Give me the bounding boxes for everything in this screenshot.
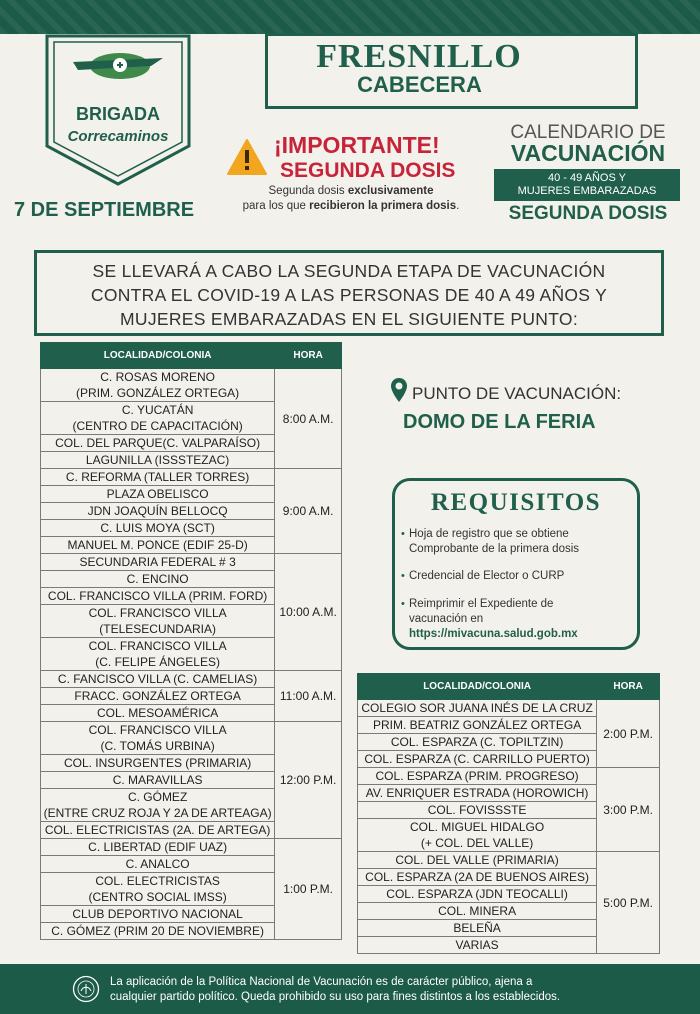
location-text: COL. MIGUEL HIDALGO [409, 820, 545, 834]
location-cell [41, 452, 275, 469]
location-text: COL. ESPARZA (C. TOPILTZIN) [390, 735, 564, 749]
location-cell [41, 554, 275, 571]
table-row [41, 369, 342, 402]
location-text: VARIAS [455, 938, 499, 952]
brigada-logo [43, 28, 199, 194]
requirement-text: Comprobante de la primera dosis [409, 543, 580, 555]
title-box [265, 33, 638, 109]
location-text: COL. FRANCISCO VILLA [88, 606, 227, 620]
location-cell [358, 751, 597, 768]
calendar-line1: CALENDARIO DE [510, 122, 666, 143]
location-text: C. GÓMEZ [127, 790, 188, 804]
calendar-line3: SEGUNDA DOSIS [508, 203, 668, 224]
location-cell [358, 903, 597, 920]
page-title: FRESNILLO [316, 38, 522, 75]
location-cell [358, 869, 597, 886]
table-row [41, 839, 342, 856]
location-text: (CENTRO SOCIAL IMSS) [88, 890, 227, 904]
location-text: COL. DEL VALLE (PRIMARIA) [395, 853, 559, 867]
age-badge [494, 169, 680, 201]
location-text: C. MARAVILLAS [112, 773, 203, 787]
location-cell [358, 802, 597, 819]
location-cell [41, 369, 275, 402]
location-text: COL. ESPARZA (2A DE BUENOS AIRES) [365, 870, 590, 884]
location-text: C. REFORMA (TALLER TORRES) [65, 470, 250, 484]
location-cell [358, 700, 597, 717]
location-cell [41, 435, 275, 452]
government-seal-icon [72, 975, 100, 1003]
location-text: (C. FELIPE ÁNGELES) [95, 655, 220, 669]
bullet-icon: • [401, 570, 405, 582]
bullet-icon: • [401, 528, 405, 540]
time-cell: 10:00 A.M. [275, 554, 342, 671]
requirement-item [401, 569, 565, 584]
table-row [41, 469, 342, 486]
location-cell [41, 722, 275, 755]
location-text: CLUB DEPORTIVO NACIONAL [72, 907, 243, 921]
note-emphasis: exclusivamente [347, 185, 434, 197]
requirements-box [392, 478, 640, 650]
event-date: 7 DE SEPTIEMBRE [14, 199, 195, 221]
location-text: FRACC. GONZÁLEZ ORTEGA [74, 689, 241, 703]
location-cell [358, 717, 597, 734]
location-cell [41, 789, 275, 822]
location-text: COLEGIO SOR JUANA INÉS DE LA CRUZ [361, 701, 593, 715]
location-text: (+ COL. DEL VALLE) [420, 836, 534, 850]
requirement-text: Hoja de registro que se obtiene [409, 528, 569, 540]
requirement-text: Credencial de Elector o CURP [409, 570, 565, 582]
location-cell [41, 839, 275, 856]
footer-bar [0, 964, 700, 1014]
table-row [358, 768, 660, 785]
location-text: C. YUCATÁN [121, 403, 194, 417]
footer-line: cualquier partido político. Queda prohibido su uso para fines distintos a los establecidos. [110, 991, 561, 1003]
location-cell [41, 755, 275, 772]
logo-title: BRIGADA [76, 104, 160, 124]
location-text: C. ANALCO [125, 857, 190, 871]
location-text: PLAZA OBELISCO [106, 487, 209, 501]
requirement-text: Reimprimir el Expediente de [409, 598, 554, 610]
location-text: SECUNDARIA FEDERAL # 3 [79, 555, 236, 569]
time-cell: 1:00 P.M. [275, 839, 342, 940]
requirement-text: vacunación en [409, 613, 484, 625]
location-text: COL. ESPARZA (JDN TEOCALLI) [386, 887, 568, 901]
location-text: C. LUIS MOYA (SCT) [100, 521, 215, 535]
badge-line: MUJERES EMBARAZADAS [517, 185, 657, 197]
time-cell: 3:00 P.M. [597, 768, 660, 852]
location-cell [41, 486, 275, 503]
location-text: PRIM. BEATRIZ GONZÁLEZ ORTEGA [372, 718, 582, 732]
location-pin-icon [390, 377, 408, 403]
calendar-line2: VACUNACIÓN [510, 140, 666, 166]
location-cell [358, 920, 597, 937]
calendar-block [488, 122, 688, 225]
bullet-icon: • [401, 598, 405, 610]
location-text: LAGUNILLA (ISSSTEZAC) [85, 453, 230, 467]
location-cell [41, 856, 275, 873]
location-text: COL. ESPARZA (C. CARRILLO PUERTO) [364, 752, 590, 766]
location-cell [41, 605, 275, 638]
table-row [41, 671, 342, 688]
location-text: (CENTRO DE CAPACITACIÓN) [72, 419, 243, 433]
location-text: COL. MINERA [438, 904, 517, 918]
requirement-item [401, 527, 580, 557]
time-cell: 5:00 P.M. [597, 852, 660, 954]
location-cell [41, 503, 275, 520]
footer-line: La aplicación de la Política Nacional de Vacunación es de carácter público, ajena a [110, 976, 533, 988]
table-row [41, 722, 342, 755]
location-cell [41, 873, 275, 906]
column-header-hora: HORA [275, 343, 342, 369]
location-text: COL. ELECTRICISTAS (2A. DE ARTEGA) [44, 823, 271, 837]
location-text: COL. ELECTRICISTAS [95, 874, 220, 888]
location-cell [41, 906, 275, 923]
important-subhead: SEGUNDA DOSIS [280, 159, 456, 182]
location-text: C. ENCINO [126, 572, 189, 586]
logo-subtitle: Correcaminos [67, 128, 169, 145]
table-row [358, 852, 660, 869]
location-cell [41, 520, 275, 537]
location-cell [41, 469, 275, 486]
column-header-localidad: LOCALIDAD/COLONIA [358, 674, 597, 700]
schedule-table-2 [357, 673, 660, 954]
location-text: BELEÑA [453, 921, 501, 935]
time-cell: 11:00 A.M. [275, 671, 342, 722]
location-cell [41, 688, 275, 705]
location-cell [358, 785, 597, 802]
location-cell [41, 705, 275, 722]
time-cell: 8:00 A.M. [275, 369, 342, 469]
location-text: (C. TOMÁS URBINA) [100, 739, 215, 753]
note-text: Segunda dosis [268, 185, 348, 197]
location-text: AV. ENRIQUER ESTRADA (HOROWICH) [365, 786, 589, 800]
column-header-hora: HORA [597, 674, 660, 700]
location-text: COL. INSURGENTES (PRIMARIA) [63, 756, 252, 770]
location-cell [41, 402, 275, 435]
location-text: C. GÓMEZ (PRIM 20 DE NOVIEMBRE) [51, 924, 264, 938]
location-cell [41, 923, 275, 940]
location-text: COL. ESPARZA (PRIM. PROGRESO) [375, 769, 579, 783]
column-header-localidad: LOCALIDAD/COLONIA [41, 343, 275, 369]
location-text: C. LIBERTAD (EDIF UAZ) [88, 840, 228, 854]
description-line: SE LLEVARÁ A CABO LA SEGUNDA ETAPA DE VACUNACIÓN [92, 261, 606, 281]
table-row [41, 554, 342, 571]
location-text: COL. FRANCISCO VILLA [88, 723, 227, 737]
location-cell [358, 852, 597, 869]
location-text: COL. FRANCISCO VILLA (PRIM. FORD) [47, 589, 268, 603]
location-cell [41, 671, 275, 688]
location-cell [41, 638, 275, 671]
schedule-table-1 [40, 342, 342, 940]
table-row [358, 700, 660, 717]
location-text: MANUEL M. PONCE (EDIF 25-D) [67, 538, 248, 552]
location-cell [358, 768, 597, 785]
location-text: COL. FOVISSSTE [427, 803, 527, 817]
vaccination-point-place: DOMO DE LA FERIA [403, 411, 596, 433]
description-box [34, 250, 664, 336]
important-headline: ¡IMPORTANTE! [274, 132, 440, 158]
location-text: COL. FRANCISCO VILLA [88, 639, 227, 653]
location-cell [41, 588, 275, 605]
location-text: C. ROSAS MORENO [100, 370, 215, 384]
location-text: COL. MESOAMÉRICA [96, 706, 219, 720]
time-cell: 9:00 A.M. [275, 469, 342, 554]
location-cell [358, 734, 597, 751]
time-cell: 2:00 P.M. [597, 700, 660, 768]
vaccination-point-label: PUNTO DE VACUNACIÓN: [412, 384, 622, 403]
location-cell [41, 822, 275, 839]
important-note [238, 184, 464, 214]
location-cell [358, 937, 597, 954]
location-cell [41, 571, 275, 588]
note-text: para los que [242, 199, 310, 212]
location-text: JDN JOAQUÍN BELLOCQ [87, 504, 228, 518]
description-line: MUJERES EMBARAZADAS EN EL SIGUIENTE PUNTO: [120, 309, 578, 329]
location-text: COL. DEL PARQUE(C. VALPARAÍSO) [55, 436, 261, 450]
description-line: CONTRA EL COVID-19 A LAS PERSONAS DE 40 A 49 AÑOS Y [90, 285, 608, 305]
warning-icon [226, 138, 268, 181]
location-text: (PRIM. GONZÁLEZ ORTEGA) [76, 386, 240, 400]
note-emphasis: recibieron la primera dosis [309, 199, 457, 212]
location-cell [41, 772, 275, 789]
location-text: C. FANCISCO VILLA (C. CAMELIAS) [57, 672, 258, 686]
location-text: (ENTRE CRUZ ROJA Y 2A DE ARTEAGA) [43, 806, 272, 820]
page-subtitle: CABECERA [357, 72, 482, 97]
vaccination-url-link[interactable]: https://mivacuna.salud.gob.mx [409, 628, 578, 640]
badge-line: 40 - 49 AÑOS Y [547, 172, 627, 184]
footer-disclaimer [110, 975, 670, 1005]
location-cell [358, 819, 597, 852]
note-text: . [456, 199, 460, 212]
location-cell [358, 886, 597, 903]
time-cell: 12:00 P.M. [275, 722, 342, 839]
requirement-item [401, 597, 578, 642]
requirements-title: REQUISITOS [430, 489, 602, 516]
location-text: (TELESECUNDARIA) [99, 622, 216, 636]
location-cell [41, 537, 275, 554]
